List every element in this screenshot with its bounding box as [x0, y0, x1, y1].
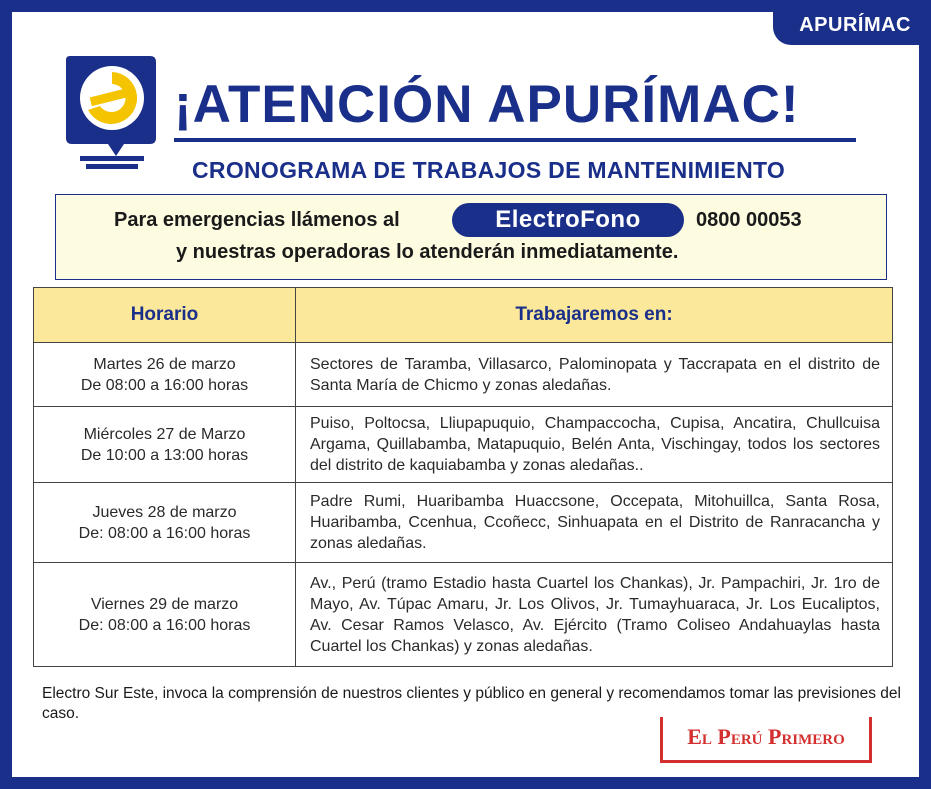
el-peru-primero-logo: El Perú Primero — [660, 717, 872, 763]
emergency-line-2: y nuestras operadoras lo atenderán inmediatamente. — [176, 241, 679, 263]
schedule-hours: De: 08:00 a 16:00 horas — [78, 524, 251, 542]
schedule-time-cell — [34, 483, 296, 563]
schedule-hours: De 10:00 a 13:00 horas — [80, 446, 249, 464]
table-row — [34, 407, 893, 483]
schedule-time-cell — [34, 407, 296, 483]
table-row — [34, 563, 893, 667]
schedule-hours: De 08:00 a 16:00 horas — [80, 376, 249, 394]
schedule-time-cell — [34, 563, 296, 667]
table-row — [34, 483, 893, 563]
main-title: ¡ATENCIÓN APURÍMAC! — [174, 75, 800, 134]
subtitle: CRONOGRAMA DE TRABAJOS DE MANTENIMIENTO — [192, 157, 786, 183]
schedule-places: Padre Rumi, Huaribamba Huaccsone, Occepata, Mitohuillca, Santa Rosa, Huaribamba, Ccenhua, Ccoñecc, Sinhuapata en el Distrito de Ranracancha y zonas aledañas. — [296, 483, 893, 563]
header-trabajaremos: Trabajaremos en: — [296, 288, 893, 343]
electro-sur-este-logo-icon — [60, 52, 164, 182]
table-row — [34, 343, 893, 407]
emergency-line-1: Para emergencias llámenos al — [114, 209, 400, 231]
schedule-hours: De: 08:00 a 16:00 horas — [78, 616, 251, 634]
schedule-table — [33, 287, 893, 667]
header-horario: Horario — [34, 288, 296, 343]
emergency-box — [55, 194, 887, 280]
footer-notice: Electro Sur Este, invoca la comprensión de nuestros clientes y público en general y recomendamos tomar las previsiones del caso. — [42, 685, 901, 722]
table-header-row — [34, 288, 893, 343]
schedule-places: Puiso, Poltocsa, Lliupapuquio, Champaccocha, Cupisa, Ancatira, Chullcuisa Argama, Quillabamba, Matapuquio, Belén Anta, Vischingay, todos los sectores del distrito de kaquiabamba y zonas aledañas.. — [296, 407, 893, 483]
emergency-phone[interactable]: 0800 00053 — [696, 209, 802, 231]
schedule-places: Av., Perú (tramo Estadio hasta Cuartel los Chankas), Jr. Pampachiri, Jr. 1ro de Mayo, Av. Túpac Amaru, Jr. Los Olivos, Jr. Tumayhuaraca, Jr. Los Eucaliptos, Av. Cesar Ramos Velasco, Av. Ejército (Tramo Coliseo Andahuaylas hasta Cuartel los Chankas) y zonas aledañas. — [296, 563, 893, 667]
schedule-day: Jueves 28 de marzo — [92, 503, 237, 521]
region-tab: APURÍMAC — [773, 0, 931, 45]
schedule-day: Viernes 29 de marzo — [90, 595, 239, 613]
schedule-day: Martes 26 de marzo — [93, 355, 236, 373]
schedule-time-cell — [34, 343, 296, 407]
electrofono-logo-icon: ElectroFono — [452, 203, 684, 237]
schedule-places: Sectores de Taramba, Villasarco, Palominopata y Taccrapata en el distrito de Santa María de Chicmo y zonas aledañas. — [296, 343, 893, 407]
schedule-day: Miércoles 27 de Marzo — [83, 425, 246, 443]
title-underline — [174, 138, 856, 142]
